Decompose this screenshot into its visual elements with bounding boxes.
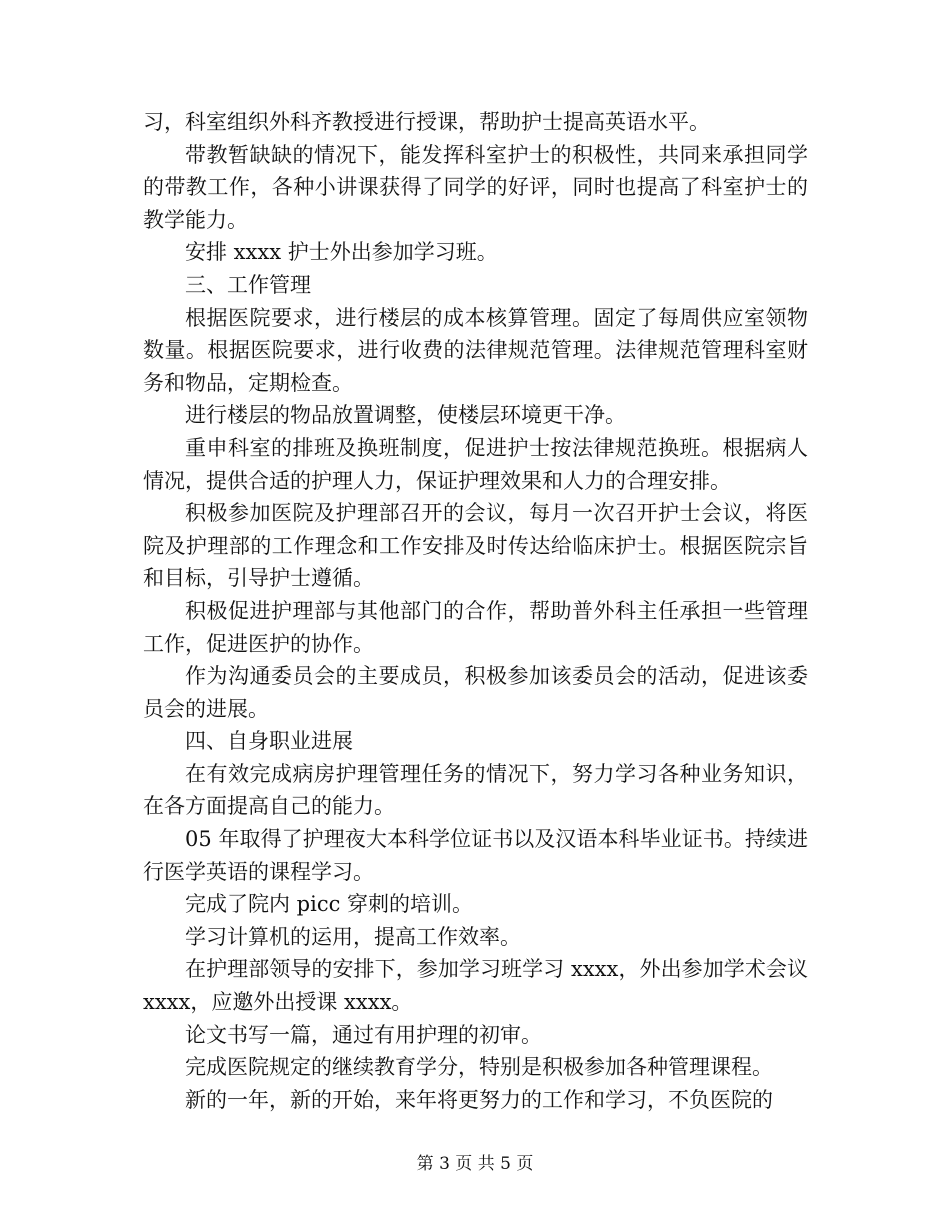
paragraph-computer: 学习计算机的运用，提高工作效率。 <box>185 924 521 949</box>
paragraph-meetings: 积极参加医院及护理部召开的会议，每月一次召开护士会议，将医院及护理部的工作理念和工作安排及时传达给临床护士。根据医院宗旨和目标，引导护士遵循。 <box>143 501 808 591</box>
paragraph-new-year: 新的一年，新的开始，来年将更努力的工作和学习，不负医院的 <box>185 1087 773 1112</box>
paragraph-thesis: 论文书写一篇，通过有用护理的初审。 <box>185 1022 542 1047</box>
paragraph-picc-training: 完成了院内 picc 穿刺的培训。 <box>185 892 474 917</box>
paragraph-cooperation: 积极促进护理部与其他部门的合作，帮助普外科主任承担一些管理工作，促进医护的协作。 <box>143 598 808 656</box>
paragraph-committee: 作为沟通委员会的主要成员，积极参加该委员会的活动，促进该委员会的进展。 <box>143 664 808 721</box>
section-heading-work-management: 三、工作管理 <box>185 272 311 297</box>
section-heading-career-development: 四、自身职业进展 <box>185 729 353 754</box>
paragraph-degree: 05 年取得了护理夜大本科学位证书以及汉语本科毕业证书。持续进行医学英语的课程学习。 <box>143 827 808 884</box>
paragraph-teaching: 带教暂缺缺的情况下，能发挥科室护士的积极性，共同来承担同学的带教工作，各种小讲课获得了同学的好评，同时也提高了科室护士的教学能力。 <box>143 142 808 232</box>
paragraph-learning: 在有效完成病房护理管理任务的情况下，努力学习各种业务知识，在各方面提高自己的能力。 <box>143 761 808 819</box>
paragraph-scheduling: 重申科室的排班及换班制度，促进护士按法律规范换班。根据病人情况，提供合适的护理人力，保证护理效果和人力的合理安排。 <box>143 435 808 493</box>
paragraph-cost-management: 根据医院要求，进行楼层的成本核算管理。固定了每周供应室领物数量。根据医院要求，进行收费的法律规范管理。法律规范管理科室财务和物品，定期检查。 <box>143 305 808 395</box>
page-number-footer: 第 3 页 共 5 页 <box>416 1154 534 1174</box>
paragraph-conferences: 在护理部领导的安排下，参加学习班学习 xxxx，外出参加学术会议 xxxx，应邀外出授课 xxxx。 <box>143 957 808 1015</box>
paragraph-floor-arrangement: 进行楼层的物品放置调整，使楼层环境更干净。 <box>185 403 626 428</box>
paragraph-continuation: 习，科室组织外科齐教授进行授课，帮助护士提高英语水平。 <box>143 110 710 134</box>
paragraph-training-class: 安排 xxxx 护士外出参加学习班。 <box>185 240 498 265</box>
document-body <box>143 106 808 1116</box>
paragraph-education-credits: 完成医院规定的继续教育学分，特别是积极参加各种管理课程。 <box>185 1055 773 1080</box>
